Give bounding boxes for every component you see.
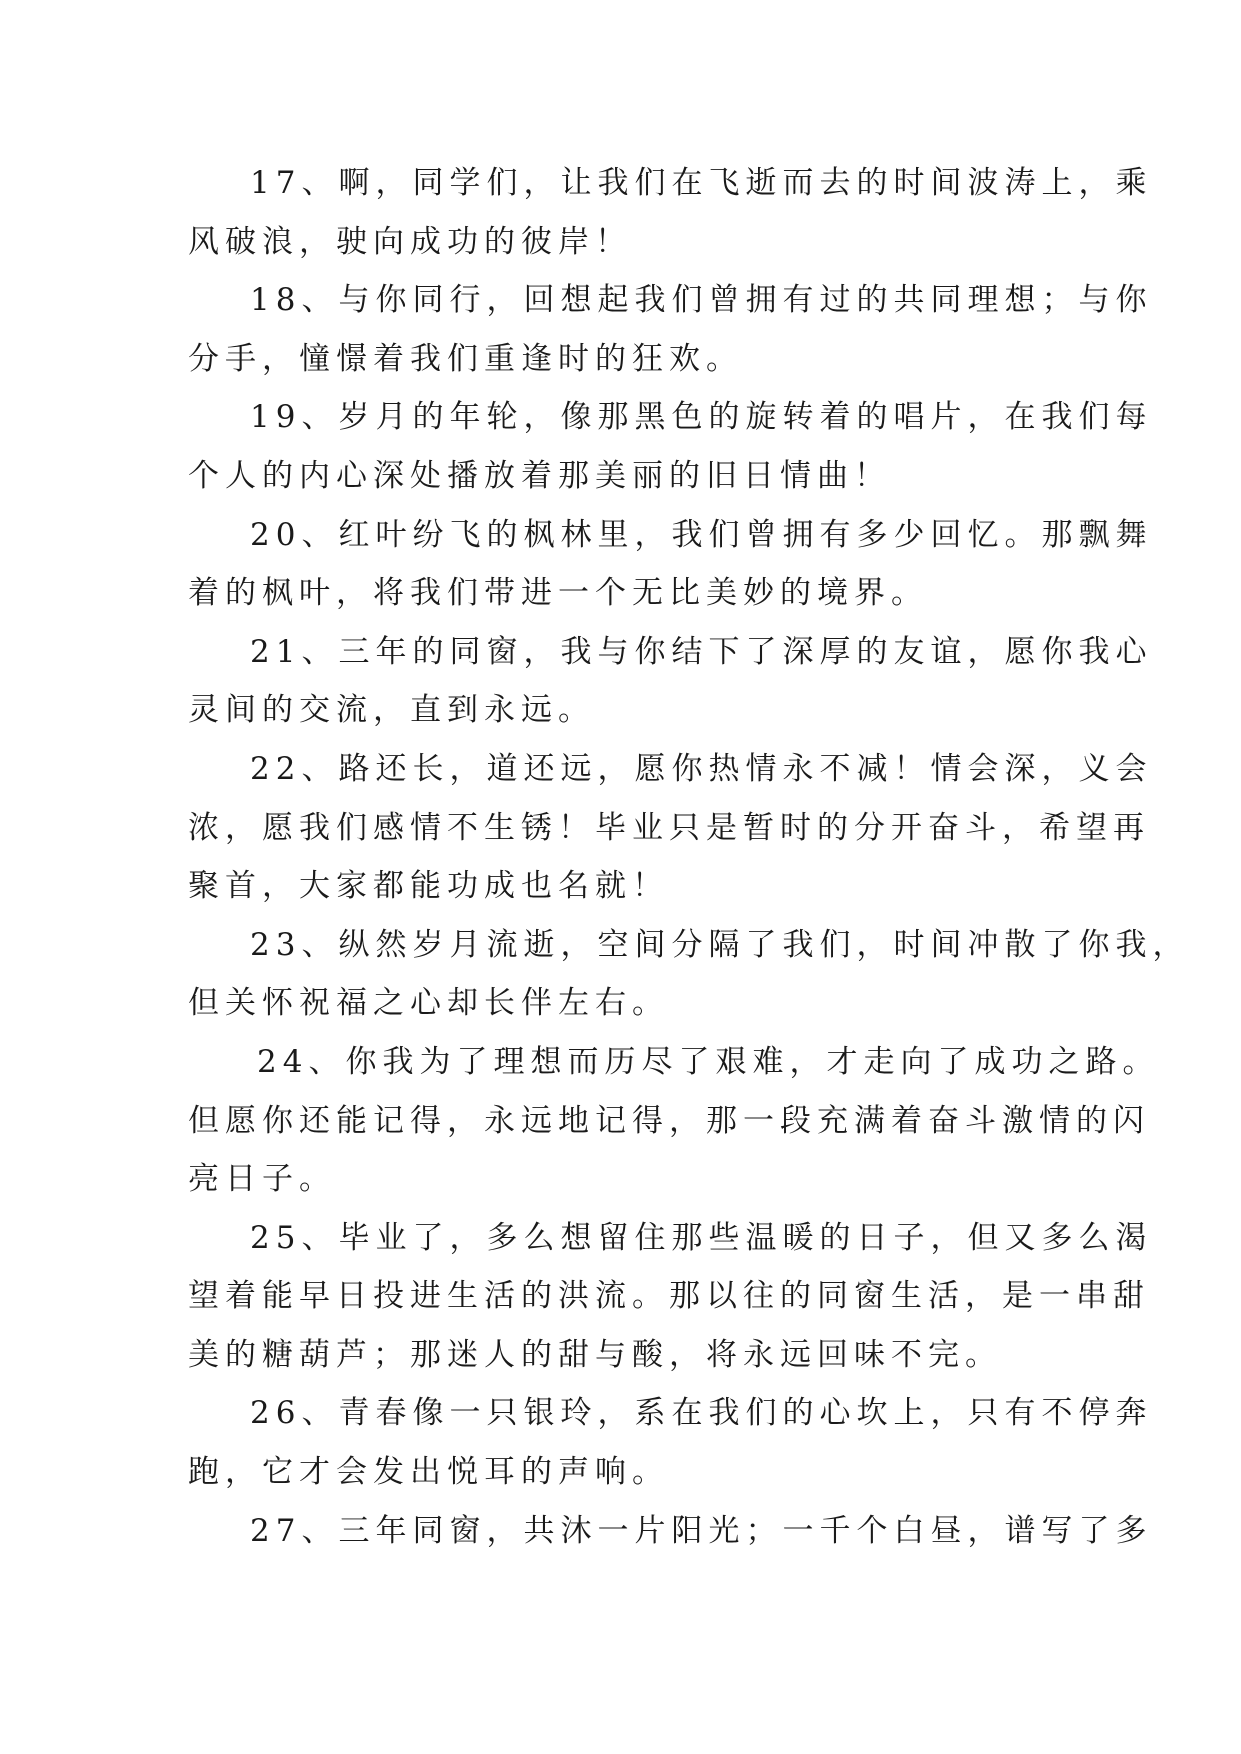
paragraph-26-line-1: 26、青春像一只银玲，系在我们的心坎上，只有不停奔	[250, 1395, 1153, 1432]
paragraph-22-line-1: 22、路还长，道还远，愿你热情永不减！情会深，义会	[250, 750, 1153, 787]
paragraph-22-line-2: 浓，愿我们感情不生锈！毕业只是暂时的分开奋斗，希望再	[188, 809, 1150, 846]
paragraph-26-line-2: 跑，它才会发出悦耳的声响。	[188, 1454, 669, 1491]
paragraph-22-line-3: 聚首，大家都能功成也名就！	[188, 868, 669, 905]
paragraph-23-line-1: 23、纵然岁月流逝，空间分隔了我们，时间冲散了你我，	[250, 926, 1190, 963]
paragraph-21-line-2: 灵间的交流，直到永远。	[188, 692, 595, 729]
paragraph-17-line-1: 17、啊，同学们，让我们在飞逝而去的时间波涛上，乘	[250, 165, 1153, 201]
paragraph-18-line-1: 18、与你同行，回想起我们曾拥有过的共同理想；与你	[250, 282, 1153, 319]
paragraph-25-line-3: 美的糖葫芦；那迷人的甜与酸，将永远回味不完。	[188, 1336, 1002, 1373]
paragraph-27-line-1: 27、三年同窗，共沐一片阳光；一千个白昼，谱写了多	[250, 1512, 1153, 1549]
paragraph-20-line-1: 20、红叶纷飞的枫林里，我们曾拥有多少回忆。那飘舞	[250, 516, 1153, 553]
paragraph-24-line-2: 但愿你还能记得，永远地记得，那一段充满着奋斗激情的闪	[188, 1102, 1150, 1139]
paragraph-20-line-2: 着的枫叶，将我们带进一个无比美妙的境界。	[188, 575, 928, 612]
paragraph-23-line-2: 但关怀祝福之心却长伴左右。	[188, 985, 669, 1022]
paragraph-19-line-1: 19、岁月的年轮，像那黑色的旋转着的唱片，在我们每	[250, 399, 1153, 436]
paragraph-19-line-2: 个人的内心深处播放着那美丽的旧日情曲！	[188, 457, 891, 494]
document-body	[188, 154, 1190, 1560]
paragraph-21-line-1: 21、三年的同窗，我与你结下了深厚的友谊，愿你我心	[250, 633, 1153, 670]
paragraph-25-line-2: 望着能早日投进生活的洪流。那以往的同窗生活，是一串甜	[188, 1278, 1150, 1315]
paragraph-24-line-3: 亮日子。	[188, 1161, 336, 1198]
paragraph-24-line-1: 24、你我为了理想而历尽了艰难，才走向了成功之路。	[257, 1043, 1160, 1080]
paragraph-18-line-2: 分手，憧憬着我们重逢时的狂欢。	[188, 340, 743, 377]
paragraph-25-line-1: 25、毕业了，多么想留住那些温暖的日子，但又多么渴	[250, 1219, 1153, 1256]
paragraph-17-line-2: 风破浪，驶向成功的彼岸！	[188, 223, 632, 260]
